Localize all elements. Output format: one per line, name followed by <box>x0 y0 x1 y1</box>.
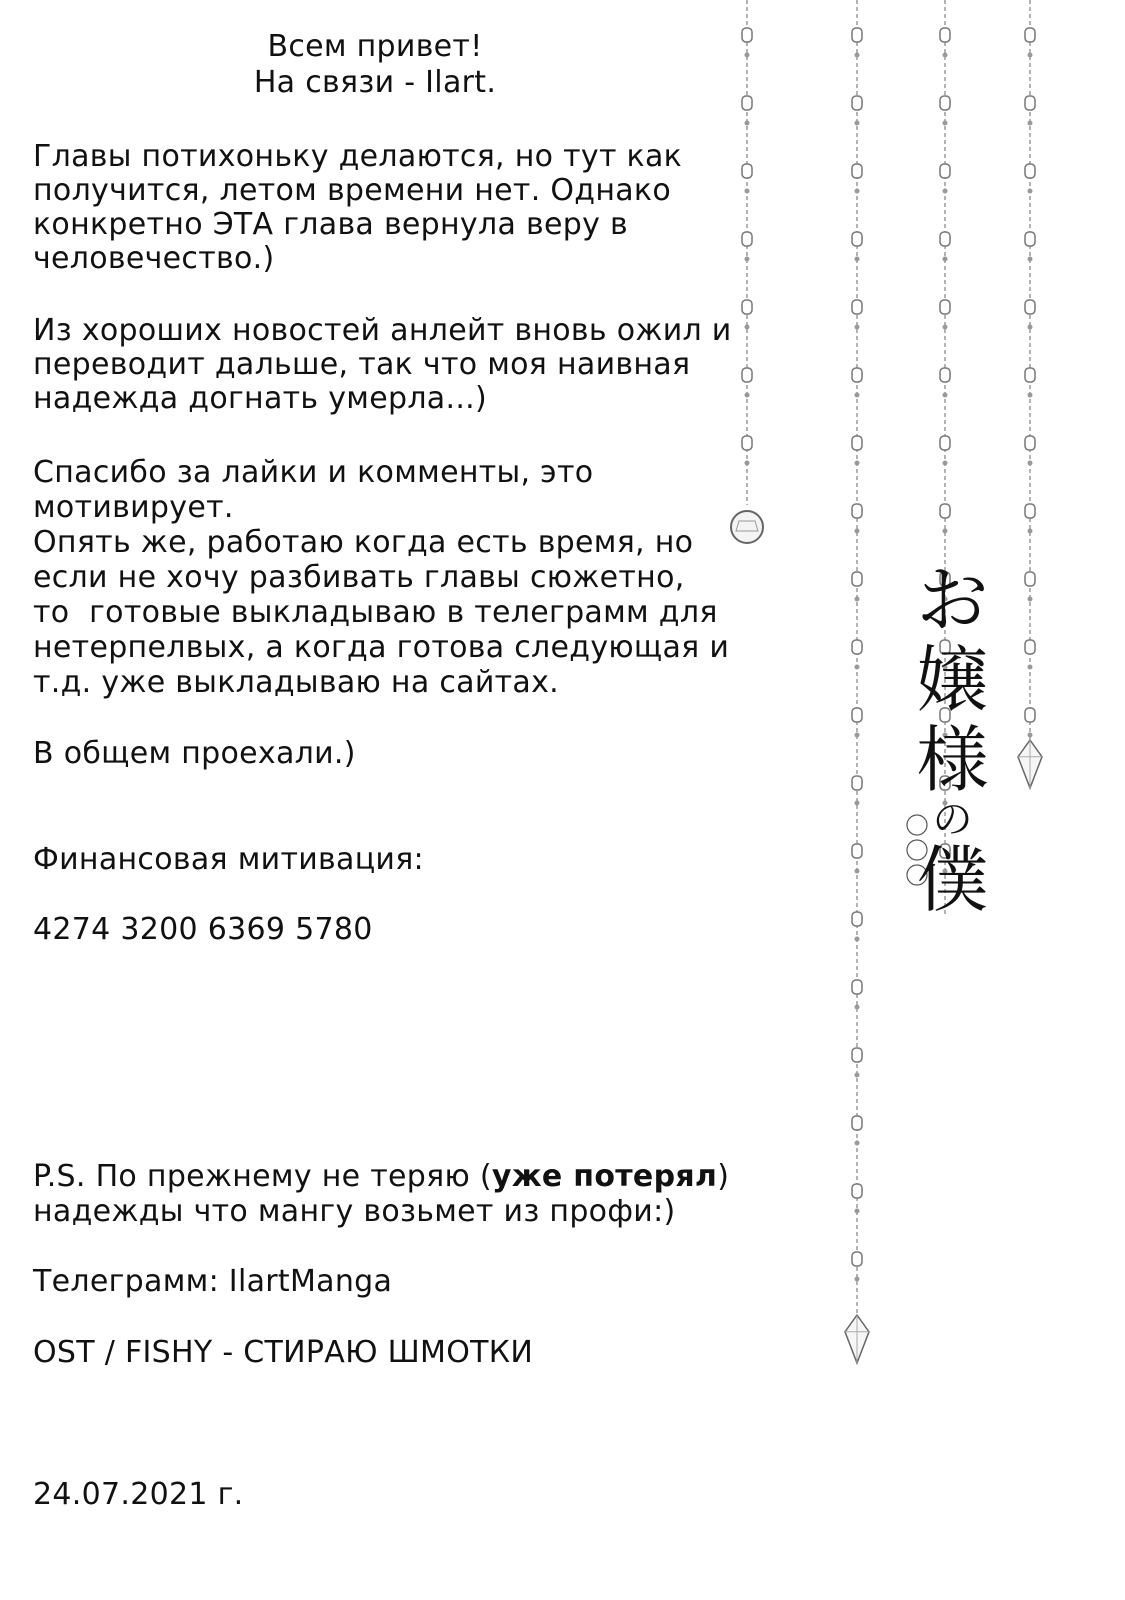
chain-dot <box>855 1141 860 1146</box>
chain-bead <box>852 28 862 42</box>
paragraph3-line-2: мотивирует. <box>33 490 234 525</box>
chain-bead <box>940 28 950 42</box>
chain-dot <box>745 121 750 126</box>
chain-dot <box>855 1005 860 1010</box>
chain-dot <box>745 189 750 194</box>
chain-dot <box>745 325 750 330</box>
chain-bead <box>852 912 862 926</box>
chain-bead <box>742 368 752 382</box>
chain-bead <box>852 504 862 518</box>
chain-bead <box>852 572 862 586</box>
chain-dot <box>745 393 750 398</box>
chain-bead <box>852 980 862 994</box>
ps-suffix: ) <box>717 1159 730 1194</box>
paragraph2-line-1: Из хороших новостей анлейт вновь ожил и <box>33 313 732 348</box>
card-number: 4274 3200 6369 5780 <box>33 912 373 947</box>
chain-bead <box>852 300 862 314</box>
chain-dot <box>855 121 860 126</box>
chain-bead <box>852 232 862 246</box>
chain-dot <box>1028 665 1033 670</box>
chain-bead <box>940 368 950 382</box>
chain-bead <box>852 1252 862 1266</box>
chain-bead <box>852 436 862 450</box>
chain-dot <box>855 1277 860 1282</box>
logo-char-4: 僕 <box>916 838 989 922</box>
chain-bead <box>742 436 752 450</box>
chain-dot <box>855 1209 860 1214</box>
chain-bead <box>1025 368 1035 382</box>
paragraph2-line-2: переводит дальше, так что моя наивная <box>33 347 691 382</box>
chain-dot <box>1028 325 1033 330</box>
chain-bead <box>852 640 862 654</box>
chain-dot <box>855 325 860 330</box>
logo-char-2: 嬢 <box>916 638 989 722</box>
chain-dot <box>855 869 860 874</box>
chain-bead <box>1025 504 1035 518</box>
chain-dot <box>943 257 948 262</box>
paragraph3-line-6: нетерпелвых, а когда готова следующая и <box>33 630 730 665</box>
paragraph3-line-3: Опять же, работаю когда есть время, но <box>33 525 694 560</box>
chain-bead <box>742 232 752 246</box>
chain-bead <box>940 232 950 246</box>
greeting-line-1: Всем привет! <box>267 29 483 64</box>
chain-dot <box>855 53 860 58</box>
chain-bead <box>852 1184 862 1198</box>
chain-dot <box>1028 597 1033 602</box>
ps-line-1 <box>33 1160 729 1194</box>
chain-dot <box>855 257 860 262</box>
chain-bead <box>1025 300 1035 314</box>
chain-dot <box>855 801 860 806</box>
chain-dot <box>855 733 860 738</box>
paragraph1-line-2: получится, летом времени нет. Однако <box>33 173 672 208</box>
chain-dot <box>1028 461 1033 466</box>
chain-bead <box>852 368 862 382</box>
manga-title-logo <box>905 560 1000 920</box>
logo-char-3: 様 <box>916 718 989 802</box>
chain-dot <box>745 461 750 466</box>
chain-bead <box>852 776 862 790</box>
chain-dot <box>855 597 860 602</box>
chain-dot <box>943 189 948 194</box>
chain-dot <box>855 461 860 466</box>
chain-bead <box>1025 232 1035 246</box>
chain-bead <box>1025 572 1035 586</box>
chain-bead <box>1025 436 1035 450</box>
paragraph3-line-5: то готовые выкладываю в телеграмм для <box>33 595 718 630</box>
chain-dot <box>855 937 860 942</box>
chain-bead <box>1025 96 1035 110</box>
chain-dot <box>1028 53 1033 58</box>
chain-dot <box>1028 257 1033 262</box>
paragraph3-line-7: т.д. уже выкладываю на сайтах. <box>33 665 559 700</box>
chain-bead <box>940 300 950 314</box>
paragraph3-line-1: Спасибо за лайки и комменты, это <box>33 455 594 490</box>
paragraph1-line-4: человечество.) <box>33 241 275 276</box>
logo-particle: の <box>932 797 973 843</box>
greeting-line-2: На связи - Ilart. <box>253 65 497 100</box>
chain-dot <box>943 461 948 466</box>
chain-bead <box>940 164 950 178</box>
chain-bead <box>852 1048 862 1062</box>
paragraph3-line-4: если не хочу разбивать главы сюжетно, <box>33 560 685 595</box>
paragraph4: В общем проехали.) <box>33 736 356 771</box>
chain-dot <box>855 529 860 534</box>
chain-dot <box>1028 393 1033 398</box>
chain-bead <box>852 164 862 178</box>
paragraph1-line-1: Главы потихоньку делаются, но тут как <box>33 139 683 174</box>
chain-dot <box>943 53 948 58</box>
chain-dot <box>1028 529 1033 534</box>
chain-bead <box>852 708 862 722</box>
date-line: 24.07.2021 г. <box>33 1477 244 1512</box>
paragraph1-line-3: конкретно ЭТА глава вернула веру в <box>33 207 628 242</box>
chain-dot <box>745 257 750 262</box>
chain-dot <box>855 1073 860 1078</box>
chain-bead <box>1025 708 1035 722</box>
logo-char-1: お <box>916 558 989 642</box>
chain-bead <box>1025 28 1035 42</box>
ps-bold: уже потерял <box>491 1159 718 1194</box>
chain-bead <box>742 300 752 314</box>
chain-dot <box>943 325 948 330</box>
chain-bead <box>940 436 950 450</box>
chain-dot <box>1028 121 1033 126</box>
chain-bead <box>1025 640 1035 654</box>
chain-dot <box>943 121 948 126</box>
chain-bead <box>852 96 862 110</box>
chain-dot <box>943 529 948 534</box>
finance-label: Финансовая митивация: <box>33 842 424 877</box>
chain-dot <box>855 665 860 670</box>
chain-bead <box>1025 164 1035 178</box>
chain-dot <box>1028 189 1033 194</box>
chain-dot <box>943 393 948 398</box>
chain-dot <box>1028 733 1033 738</box>
paragraph2-line-3: надежда догнать умерла...) <box>33 381 487 416</box>
chain-bead <box>852 1116 862 1130</box>
chain-bead <box>742 164 752 178</box>
ps-prefix: P.S. По прежнему не теряю ( <box>33 1159 492 1194</box>
chain-bead <box>940 96 950 110</box>
ost-line: OST / FISHY - СТИРАЮ ШМОТКИ <box>33 1335 534 1370</box>
telegram-line: Телеграмм: IlartManga <box>33 1264 393 1299</box>
ps-line-2: надежды что мангу возьмет из профи:) <box>33 1194 676 1229</box>
chain-dot <box>855 189 860 194</box>
round-gem <box>731 511 763 543</box>
chain-bead <box>852 844 862 858</box>
chain-dot <box>855 393 860 398</box>
chain-bead <box>940 504 950 518</box>
